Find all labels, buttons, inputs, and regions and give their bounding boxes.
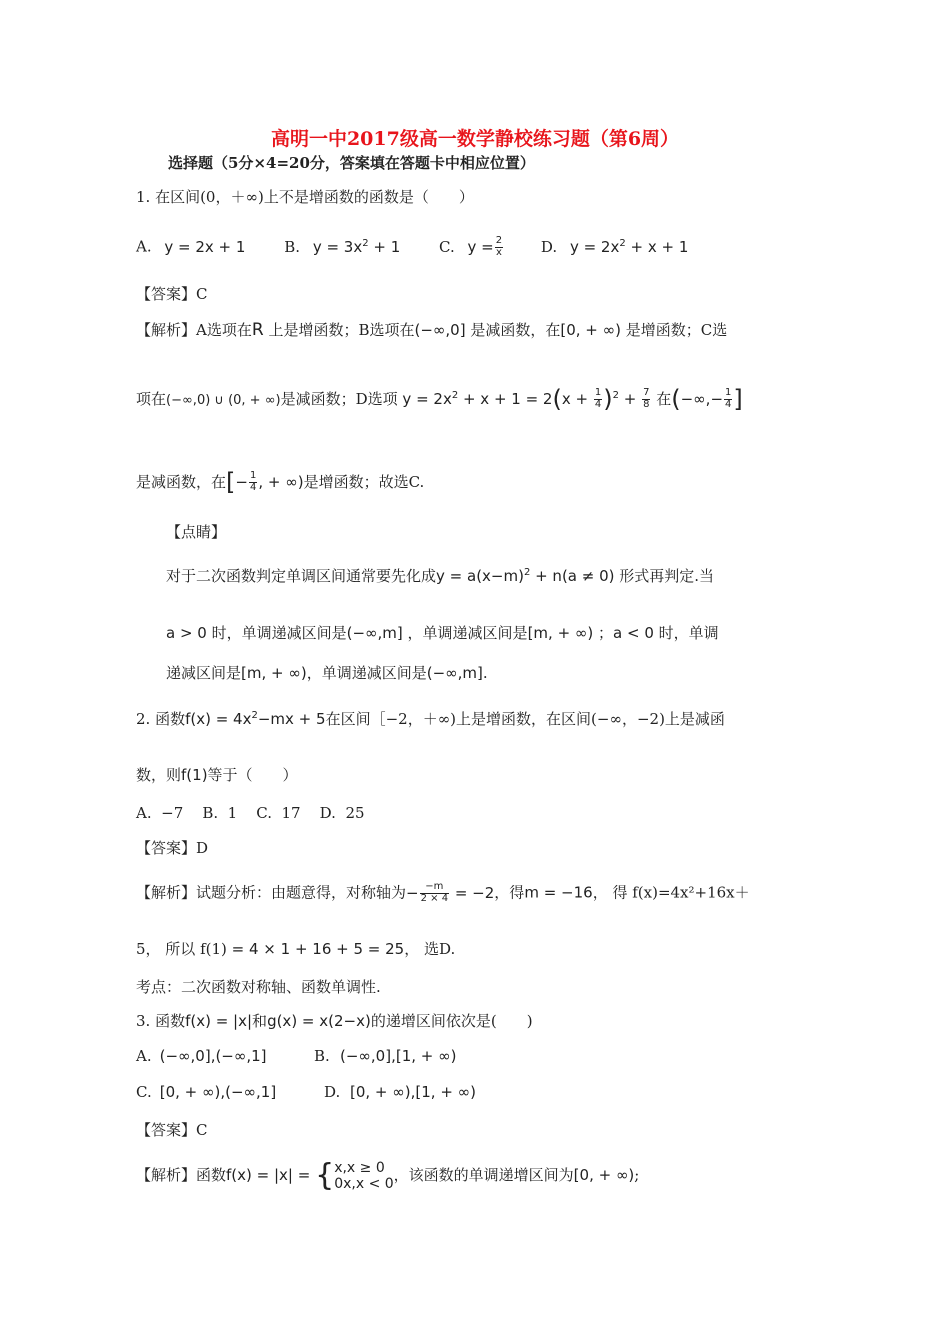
q2-stem-line-2: 数，则f(1)等于（ ）: [136, 766, 298, 784]
q1-option-a-label: A.: [136, 237, 152, 256]
q2-point: 考点：二次函数对称轴、函数单调性.: [136, 978, 381, 996]
document-title: 高明一中2017级高一数学静校练习题（第6周）: [270, 128, 680, 150]
q1-stem: 1. 在区间(0，＋∞)上不是增函数的函数是（ ）: [136, 188, 474, 206]
q1-tip-label: 【点睛】: [166, 523, 227, 541]
q2-stem-line-1: 2. 函数$f(x) = 4x^2-mx + 5$在区间［−2，＋∞)上是增函数，在区间(−∞，−2)上是减函: [136, 710, 725, 728]
q1-option-c-label: C.: [439, 237, 455, 256]
q1-analysis-line-1: 【解析】A选项在R 上是增函数；B选项在(−∞,0] 是减函数，在[0, + ∞) 是增函数；C选: [136, 320, 728, 340]
q2-options: A. −7 B. 1 C. 17 D. 25: [136, 804, 365, 822]
q1-options: [136, 236, 688, 258]
q3-stem: 3. 函数f(x) = |x|和g(x) = x(2−x)的递增区间依次是( ): [136, 1012, 533, 1030]
q1-option-b-label: B.: [284, 237, 301, 256]
section-heading: 选择题（5分×4=20分，答案填在答题卡中相应位置）: [168, 154, 535, 172]
q1-option-d-label: D.: [540, 237, 558, 256]
q2-answer: 【答案】D: [136, 839, 209, 857]
q1-tip-line-1: 对于二次函数判定单调区间通常要先化成$y = a(x-m)^2 + n(a \ne 0)$ 形式再判定.当: [166, 567, 715, 585]
q1-option-c-math: y = $\frac{2}{x}$: [467, 235, 503, 258]
q3-analysis: 【解析】函数f(x) = |x| = { x,x ≥ 0 0x,x < 0 ，该函数的单调递增区间为[0, + ∞);: [136, 1158, 640, 1193]
q3-options-row-1: A. (−∞,0],(−∞,1] B. (−∞,0],[1, + ∞): [136, 1047, 457, 1065]
q1-analysis-line-2: 项在(−∞,0) ∪ (0, + ∞)是减函数；D选项 $y = 2x^2 + x + 1 = 2(x$ + $\frac{1}{4}$ )$^2$ + $\frac{7}{8}$ 在(−∞,− $\frac{1}{4}$ ]: [136, 385, 743, 413]
q3-options-row-2: C. [0, + ∞),(−∞,1] D. [0, + ∞),[1, + ∞): [136, 1083, 476, 1101]
q1-option-a-math: y = 2x + 1: [164, 237, 246, 256]
q1-tip-line-3: 递减区间是[m, + ∞)，单调递减区间是(−∞,m].: [166, 664, 488, 682]
q1-option-b-math: $y = 3x^2 + 1$: [312, 237, 401, 256]
q2-analysis-line-1: 【解析】试题分析：由题意得，对称轴为− $\frac{-m}{2 \times 4}$ = −2，得m = −16， 得 f(x)=4x²+16x＋: [136, 881, 750, 904]
q3-answer: 【答案】C: [136, 1121, 208, 1139]
q1-answer: 【答案】C: [136, 285, 208, 303]
q2-analysis-line-2: 5， 所以 f(1) = 4 × 1 + 16 + 5 = 25， 选D.: [136, 940, 456, 958]
q1-tip-line-2: a > 0 时，单调递减区间是(−∞,m] ，单调递减区间是[m, + ∞) ；a < 0 时，单调: [166, 624, 719, 642]
q1-analysis-line-3: 是减函数，在[− $\frac{1}{4}$ , + ∞)是增函数；故选C.: [136, 468, 425, 496]
q1-option-d-math: $y = 2x^2 + x + 1$: [569, 237, 689, 256]
